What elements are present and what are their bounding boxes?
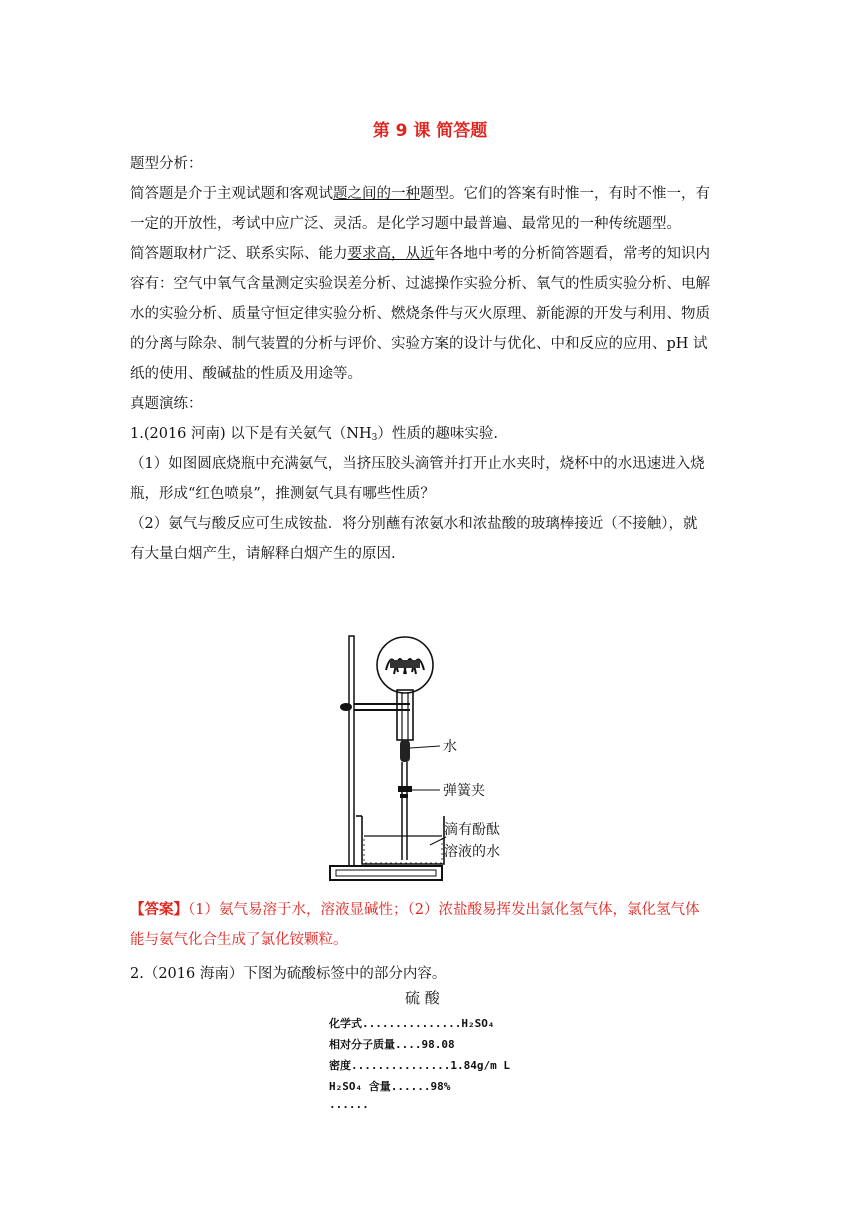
question-1-part-2-line-1: （2）氨气与酸反应可生成铵盐．将分别蘸有浓氨水和浓盐酸的玻璃棒接近（不接触），就 <box>130 516 698 532</box>
label-water: 水 <box>443 739 457 755</box>
paragraph-1-line-1: 简答题是介于主观试题和客观试题之间的一种题型。它们的答案有时惟一，有时不惟一，有 <box>130 186 710 202</box>
question-1-part-1-line-2: 瓶，形成“红色喷泉”，推测氨气具有哪些性质？ <box>130 486 435 502</box>
paragraph-2-line-5: 纸的使用、酸碱盐的性质及用途等。 <box>130 366 362 382</box>
section-heading-analysis: 题型分析： <box>130 156 203 172</box>
label-title: 硫 酸 <box>405 989 440 1007</box>
label-row-ellipsis: ...... <box>329 1098 369 1110</box>
label-row-formula: 化学式...............H₂SO₄ <box>329 1017 495 1030</box>
question-1-part-1-line-1: （1）如图圆底烧瓶中充满氨气，当挤压胶头滴管并打开止水夹时，烧杯中的水迅速进入烧 <box>130 456 705 472</box>
paragraph-2-line-1: 简答题取材广泛、联系实际、能力要求高，从近年各地中考的分析简答题看，常考的知识内 <box>130 246 710 262</box>
answer-line-1: 【答案】（1）氨气易溶于水，溶液显碱性；（2）浓盐酸易挥发出氯化氢气体，氯化氢气体 <box>130 901 700 918</box>
label-row-molecular-mass: 相对分子质量....98.08 <box>329 1038 455 1051</box>
lesson-title: 第 9 课 简答题 <box>372 121 488 141</box>
sulfuric-acid-label-image <box>325 985 555 1110</box>
paragraph-1-line-2: 一定的开放性，考试中应广泛、灵活。是化学习题中最普遍、最常见的一种传统题型。 <box>130 216 681 232</box>
label-row-density: 密度...............1.84g/m L <box>329 1059 510 1072</box>
label-solution-line-2: 溶液的水 <box>444 844 500 860</box>
paragraph-2-line-4: 的分离与除杂、制气装置的分析与评价、实验方案的设计与优化、中和反应的应用、pH 试 <box>130 336 708 352</box>
label-row-content: H₂SO₄ 含量......98% <box>329 1080 451 1093</box>
paragraph-2-line-2: 容有：空气中氧气含量测定实验误差分析、过滤操作实验分析、氧气的性质实验分析、电解 <box>130 276 710 292</box>
fountain-experiment-figure <box>320 630 520 890</box>
answer-line-2: 能与氨气化合生成了氯化铵颗粒。 <box>130 932 348 948</box>
section-heading-practice: 真题演练： <box>130 396 203 412</box>
section-analysis <box>130 149 730 569</box>
question-2-stem: 2.（2016 海南）下图为硫酸标签中的部分内容。 <box>130 966 447 982</box>
paragraph-2-line-3: 水的实验分析、质量守恒定律实验分析、燃烧条件与灭火原理、新能源的开发与利用、物质 <box>130 306 710 322</box>
answer-tag: 【答案】 <box>130 901 188 918</box>
answer-and-question-2 <box>130 895 730 989</box>
question-1-part-2-line-2: 有大量白烟产生，请解释白烟产生的原因. <box>130 546 396 562</box>
label-solution-line-1: 滴有酚酞 <box>444 822 500 838</box>
label-spring-clamp: 弹簧夹 <box>443 783 485 799</box>
question-1-stem: 1.(2016 河南) 以下是有关氨气$(NH_3)$性质的趣味实验. <box>130 426 498 443</box>
